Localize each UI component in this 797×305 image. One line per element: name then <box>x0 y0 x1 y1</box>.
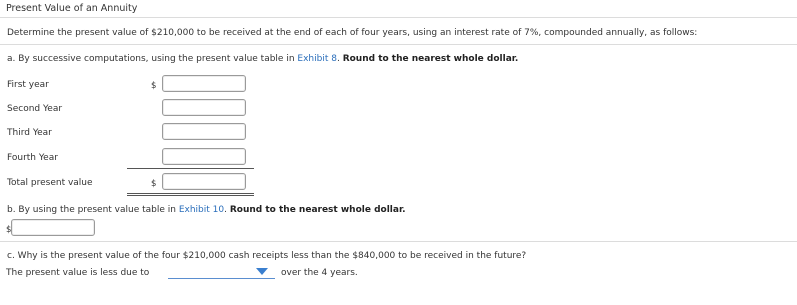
subtotal-rule <box>127 168 254 169</box>
part-b-divider <box>0 241 797 242</box>
part-b-instruction <box>7 205 406 215</box>
total-rule-1 <box>127 193 254 194</box>
exhibit-8-link[interactable]: Exhibit 8 <box>297 54 337 64</box>
page-title: Present Value of an Annuity <box>6 3 138 14</box>
currency-sign-total: $ <box>151 179 157 189</box>
exhibit-10-link[interactable]: Exhibit 10 <box>178 205 225 215</box>
row-label-third-year: Third Year <box>7 128 52 138</box>
title-divider <box>0 17 797 18</box>
currency-sign-first-year: $ <box>151 81 157 91</box>
part-a-instruction <box>7 54 518 64</box>
part-a-suffix: . <box>336 54 343 64</box>
total-present-value-input[interactable] <box>162 173 246 190</box>
row-label-total: Total present value <box>7 178 93 188</box>
part-c-answer-prefix: The present value is less due to <box>6 268 150 278</box>
second-year-input[interactable] <box>162 99 246 116</box>
part-b-rounding-note: Round to the nearest whole dollar. <box>229 205 406 215</box>
fourth-year-input[interactable] <box>162 148 246 165</box>
part-a-rounding-note: Round to the nearest whole dollar. <box>342 54 519 64</box>
part-b-suffix: . <box>224 205 230 215</box>
part-b-prefix: b. By using the present value table in <box>7 205 179 215</box>
intro-text: Determine the present value of $210,000 to be received at the end of each of four years, using an interest rate of 7%, compounded annually, as follows: <box>7 28 698 38</box>
part-b-present-value-input[interactable] <box>11 219 95 236</box>
row-label-fourth-year: Fourth Year <box>7 153 58 163</box>
total-rule-2 <box>127 195 254 196</box>
intro-divider <box>0 44 797 45</box>
part-c-question: c. Why is the present value of the four $210,000 cash receipts less than the $840,000 to be received in the future? <box>7 251 527 261</box>
part-a-prefix: a. By successive computations, using the present value table in <box>7 54 298 64</box>
currency-sign-part-b: $ <box>6 225 12 235</box>
reason-dropdown[interactable] <box>168 263 275 279</box>
row-label-first-year: First year <box>7 80 49 90</box>
chevron-down-icon <box>256 268 268 275</box>
third-year-input[interactable] <box>162 123 246 140</box>
row-label-second-year: Second Year <box>7 104 63 114</box>
part-c-answer-suffix: over the 4 years. <box>281 268 358 278</box>
first-year-input[interactable] <box>162 75 246 92</box>
